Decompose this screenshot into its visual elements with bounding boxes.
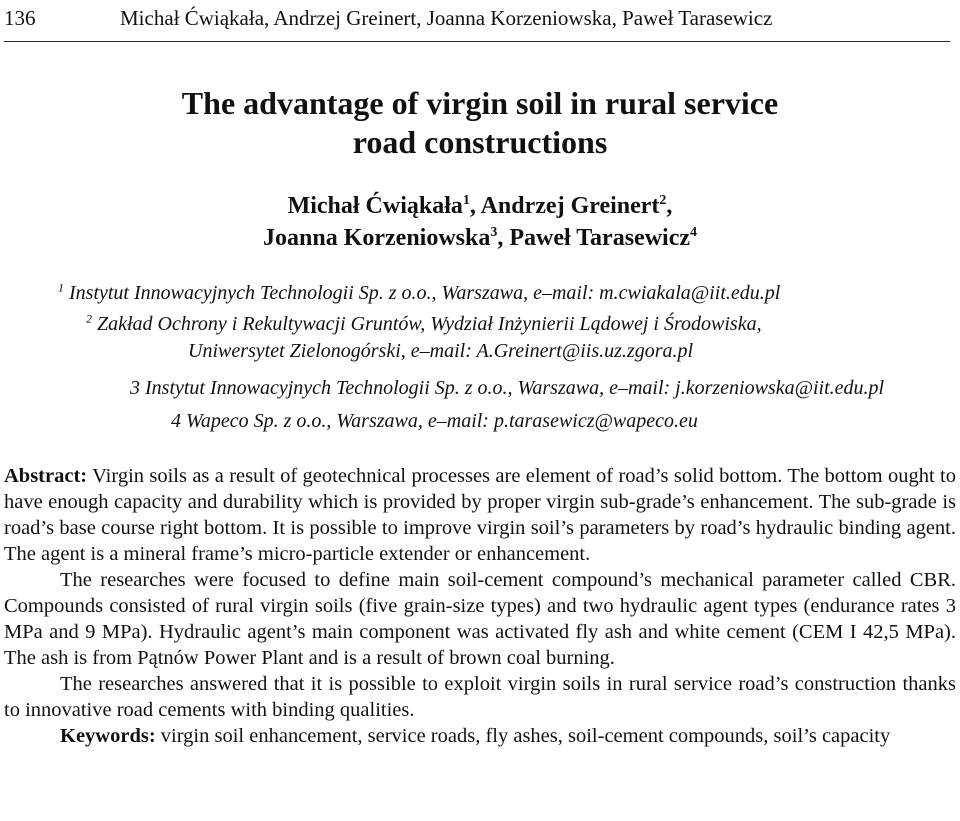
paper-title [0,84,960,162]
title-line-1: The advantage of virgin soil in rural service [181,85,779,121]
abstract-paragraph-2: The researches were focused to define main soil-cement compound’s mechanical parameter called CBR. Compounds consisted of rural virgin soils (five grain-size types) and two hydraulic agent types (endurance rates 3 MPa and 9 MPa). Hydraulic agent’s main component was activated fly ash and white cement (CEM I 42,5 MPa). The ash is from Pątnów Power Plant and is a result of brown coal burning. [4,569,956,669]
affiliation-sup: 2 [86,311,92,326]
keywords-text: virgin soil enhancement, service roads, fly ashes, soil-cement compounds, soil’s capacity [160,725,891,747]
author-name: Andrzej Greinert [480,193,660,219]
abstract-paragraph-3: The researches answered that it is possible to exploit virgin soils in rural service road’s construction thanks to innovative road cements with binding qualities. [4,673,956,721]
authors-line-2: Joanna Korzeniowska$^3$, Paweł Tarasewicz$^4$ [263,225,697,251]
affiliation-text-line-2: Uniwersytet Zielonogórski, e–mail: A.Greinert@iis.uz.zgora.pl [188,340,694,362]
affiliation-4: 4 Wapeco Sp. z o.o., Warszawa, e–mail: p.tarasewicz@wapeco.eu [171,410,698,432]
keywords-label: Keywords: [60,725,156,747]
abstract-label: Abstract: [4,465,88,487]
running-authors: Michał Ćwiąkała, Andrzej Greinert, Joanna Korzeniowska, Paweł Tarasewicz [120,6,773,30]
author-sup: 4 [690,225,697,240]
affiliation-1 [58,280,780,307]
affiliation-text: Instytut Innowacyjnych Technologii Sp. z o.o., Warszawa, e–mail: m.cwiakala@iit.edu.pl [69,282,781,304]
authors-line-1: Michał Ćwiąkała$^1$, Andrzej Greinert$^2$, [287,193,673,219]
affiliation-text: Zakład Ochrony i Rekultywacji Gruntów, Wydział Inżynierii Lądowej i Środowiska, [97,313,762,335]
author-name: Michał Ćwiąkała [287,193,463,219]
author-sup: 3 [490,225,498,240]
keywords [4,723,956,749]
author-name: Paweł Tarasewicz [509,225,690,251]
abstract-text: Virgin soils as a result of geotechnical processes are element of road’s solid bottom. The bottom ought to have enough capacity and durability which is provided by proper virgin sub-grade’s enhancement. The sub-grade is road’s base course right bottom. It is possible to improve virgin soil’s parameters by road’s hydraulic binding agent. The agent is a mineral frame’s micro-particle extender or enhancement. [4,465,956,565]
title-line-2: road constructions [352,124,608,160]
author-list [0,190,960,254]
affiliation-sup: 1 [58,280,64,295]
page-header [4,6,950,36]
affiliation-2 [86,311,762,365]
affiliation-3: 3 Instytut Innowacyjnych Technologii Sp. z o.o., Warszawa, e–mail: j.korzeniowska@iit.edu.pl [130,377,885,399]
header-rule [4,41,950,42]
abstract-paragraph-1 [4,463,956,567]
author-sup: 1 [462,193,470,208]
author-name: Joanna Korzeniowska [263,225,491,251]
page-number: 136 [4,6,36,30]
author-sup: 2 [659,193,667,208]
abstract [4,463,956,749]
